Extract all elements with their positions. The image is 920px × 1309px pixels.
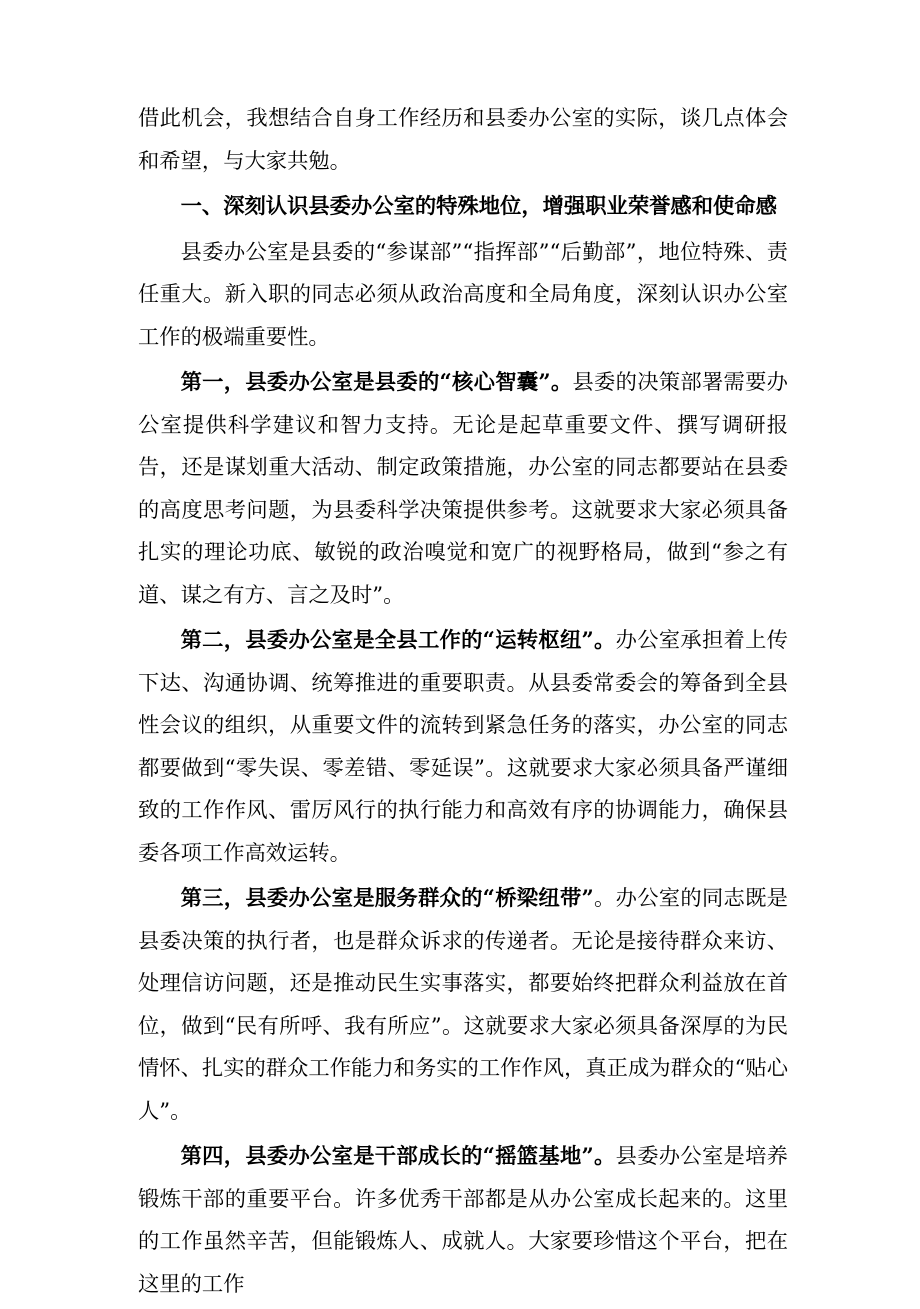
- point-body: 县委的决策部署需要办公室提供科学建议和智力支持。无论是起草重要文件、撰写调研报告，还是谋划重大活动、制定政策措施，办公室的同志都要站在县委的高度思考问题，为县委科学决策提供参考。这就要求大家必须具备扎实的理论功底、敏锐的政治嗅觉和宽广的视野格局，做到“参之有道、谋之有方、言之及时”。: [138, 370, 788, 608]
- section-heading: 一、深刻认识县委办公室的特殊地位，增强职业荣誉感和使命感: [180, 194, 777, 219]
- point-paragraph-2: [138, 620, 788, 875]
- point-lead: 第二，县委办公室是全县工作的“运转枢纽”。: [180, 628, 616, 653]
- document-body: [138, 98, 788, 1309]
- point-lead: 第一，县委办公室是县委的“核心智囊”。: [180, 370, 573, 395]
- point-lead: 第四，县委办公室是干部成长的“摇篮基地”。: [180, 1144, 616, 1169]
- point-paragraph-1: [138, 362, 788, 617]
- point-paragraph-3: [138, 878, 788, 1133]
- point-body: 县委办公室是培养锻炼干部的重要平台。许多优秀干部都是从办公室成长起来的。这里的工作虽然辛苦，但能锻炼人、成就人。大家要珍惜这个平台，把在这里的工作: [138, 1144, 788, 1297]
- point-body: 。办公室的同志既是县委决策的执行者，也是群众诉求的传递者。无论是接待群众来访、处理信访问题，还是推动民生实事落实，都要始终把群众利益放在首位，做到“民有所呼、我有所应”。这就要求大家必须具备深厚的为民情怀、扎实的群众工作能力和务实的工作作风，真正成为群众的“贴心人”。: [138, 886, 788, 1124]
- section-intro-paragraph: 县委办公室是县委的“参谋部”“指挥部”“后勤部”，地位特殊、责任重大。新入职的同志必须从政治高度和全局角度，深刻认识办公室工作的极端重要性。: [138, 239, 788, 350]
- point-lead: 第三，县委办公室是服务群众的“桥梁纽带”: [180, 886, 594, 911]
- point-body: 办公室承担着上传下达、沟通协调、统筹推进的重要职责。从县委常委会的筹备到全县性会议的组织，从重要文件的流转到紧急任务的落实，办公室的同志都要做到“零失误、零差错、零延误”。这就要求大家必须具备严谨细致的工作作风、雷厉风行的执行能力和高效有序的协调能力，确保县委各项工作高效运转。: [138, 628, 788, 866]
- intro-paragraph: 借此机会，我想结合自身工作经历和县委办公室的实际，谈几点体会和希望，与大家共勉。: [138, 106, 788, 174]
- point-paragraph-4: [138, 1136, 788, 1306]
